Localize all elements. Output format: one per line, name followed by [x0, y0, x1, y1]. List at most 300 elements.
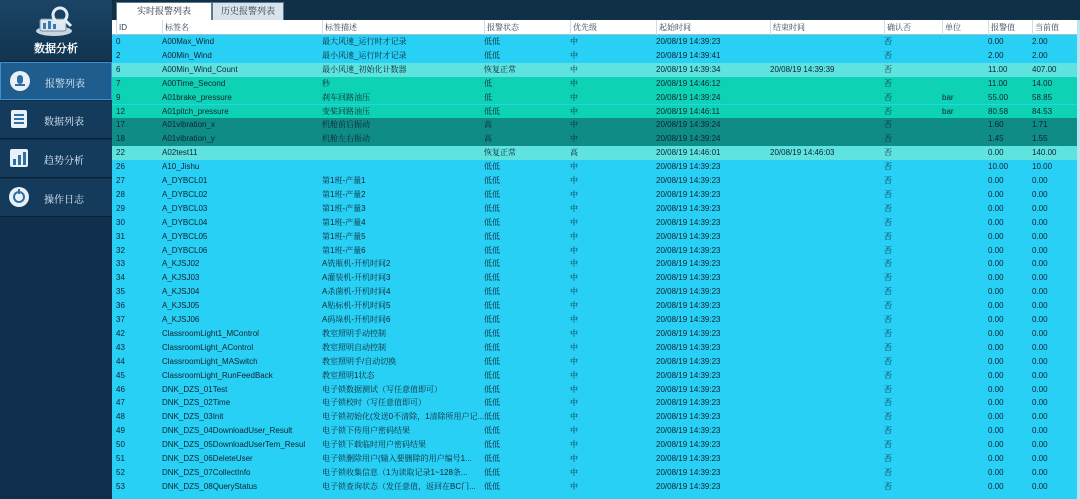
table-row[interactable] — [112, 49, 1080, 63]
table-cell — [942, 118, 988, 132]
table-cell — [770, 313, 884, 327]
table-cell: 高 — [570, 148, 578, 158]
table-cell: 26 — [116, 162, 125, 172]
table-cell: 否 — [884, 370, 892, 380]
table-cell: A00Min_Wind_Count — [162, 64, 238, 74]
table-cell: A01brake_pressure — [162, 92, 232, 102]
table-cell: 12 — [116, 106, 125, 116]
table-cell — [770, 230, 884, 244]
table-row[interactable] — [112, 132, 1080, 146]
table-cell — [770, 174, 884, 188]
table-cell: 10.00 — [988, 162, 1009, 172]
table-row[interactable] — [112, 396, 1080, 410]
table-cell: 1.71 — [1032, 120, 1048, 130]
table-cell: A00Min_Wind — [162, 50, 212, 60]
table-cell: 中 — [570, 217, 578, 227]
table-cell: 第1班-产量3 — [322, 203, 366, 213]
table-row[interactable] — [112, 438, 1080, 452]
table-cell: 20/08/19 14:39:23 — [656, 245, 721, 255]
table-row[interactable] — [112, 174, 1080, 188]
table-cell: 否 — [884, 328, 892, 338]
table-cell — [942, 480, 988, 494]
table-cell: 20/08/19 14:46:03 — [770, 148, 835, 158]
table-cell: 48 — [116, 412, 125, 422]
table-cell: A_KJSJ06 — [162, 315, 200, 324]
table-cell: 51 — [116, 454, 125, 463]
table-cell — [942, 355, 988, 369]
table-cell — [770, 396, 884, 410]
table-cell: 0.00 — [988, 398, 1004, 408]
table-cell: ClassroomLight_AControl — [162, 342, 254, 352]
table-cell — [942, 257, 988, 271]
table-cell: 0.00 — [988, 481, 1004, 491]
table-row[interactable] — [112, 216, 1080, 230]
table-cell — [770, 105, 884, 119]
table-row[interactable] — [112, 369, 1080, 383]
table-cell: DNK_DZS_07CollectInfo — [162, 467, 251, 477]
table-cell: 20/08/19 14:39:23 — [656, 426, 721, 436]
table-cell: 0.00 — [988, 273, 1004, 283]
table-cell: 中 — [570, 78, 578, 88]
table-row[interactable] — [112, 91, 1080, 105]
table-cell: 否 — [884, 106, 892, 116]
table-cell: 中 — [570, 273, 578, 283]
table-cell: 电子锁查询状态（发任意值，返回在BC门... — [322, 481, 476, 491]
table-cell: 32 — [116, 245, 125, 255]
table-cell: 0.00 — [988, 148, 1004, 158]
table-cell: 28 — [116, 189, 125, 199]
table-cell: 11.00 — [988, 64, 1008, 74]
table-cell: 低低 — [484, 426, 500, 436]
table-cell: 1.55 — [1032, 134, 1048, 144]
table-cell: bar — [942, 92, 954, 102]
table-cell: A01vibration_x — [162, 120, 215, 130]
table-cell — [770, 369, 884, 383]
table-cell: 11.00 — [988, 78, 1008, 88]
table-cell — [770, 91, 884, 105]
table-cell — [942, 341, 988, 355]
table-cell: 46 — [116, 384, 125, 394]
table-cell: 否 — [884, 78, 892, 88]
table-cell: 中 — [570, 106, 578, 116]
table-cell: 20/08/19 14:39:23 — [656, 356, 721, 366]
table-cell: 58.85 — [1032, 92, 1053, 102]
app-title: 数据分析 — [34, 43, 78, 55]
table-cell: 最小风速_运行时才记录 — [322, 50, 407, 60]
sidebar-item-label: 趋势分析 — [44, 156, 84, 167]
table-cell: 35 — [116, 287, 125, 297]
table-cell: 20/08/19 14:39:23 — [656, 384, 721, 394]
table-cell: 20/08/19 14:39:23 — [656, 440, 721, 450]
table-cell: 0.00 — [988, 467, 1004, 477]
table-row[interactable] — [112, 410, 1080, 424]
table-row[interactable] — [112, 355, 1080, 369]
table-cell: 中 — [570, 120, 578, 130]
table-cell: 否 — [884, 120, 892, 130]
table-cell: 否 — [884, 162, 892, 172]
tab-realtime-alarm-list[interactable]: 实时报警列表 — [116, 2, 212, 20]
table-cell — [322, 146, 484, 160]
table-cell: 教室照明自动控制 — [322, 342, 386, 352]
table-cell: 47 — [116, 398, 125, 408]
table-cell: A杀菌机-开机时间4 — [322, 287, 391, 297]
table-row[interactable] — [112, 160, 1080, 174]
table-cell: 低低 — [484, 315, 500, 324]
table-cell: 34 — [116, 273, 125, 283]
table-cell: 20/08/19 14:39:23 — [656, 467, 721, 477]
table-cell — [942, 132, 988, 146]
table-cell: ClassroomLight1_MControl — [162, 328, 259, 338]
column-header-alarm-status[interactable]: 报警状态 — [484, 20, 570, 35]
table-row[interactable] — [112, 230, 1080, 244]
table-cell: 20/08/19 14:39:23 — [656, 398, 721, 408]
table-cell: 教室照明手/自动切换 — [322, 356, 397, 366]
table-cell: 0.00 — [1032, 356, 1048, 366]
table-cell: 第1班-产量6 — [322, 245, 366, 255]
table-cell — [770, 160, 884, 174]
table-cell: 20/08/19 14:39:23 — [656, 37, 721, 46]
table-cell — [770, 118, 884, 132]
table-cell — [942, 49, 988, 63]
table-cell: A_KJSJ02 — [162, 259, 200, 269]
table-cell — [942, 77, 988, 91]
table-cell: 20/08/19 14:46:11 — [656, 106, 720, 116]
table-cell: A贴标机-开机时间5 — [322, 301, 391, 311]
table-cell: A00Time_Second — [162, 78, 226, 88]
table-cell: A码垛机-开机时间6 — [322, 315, 391, 324]
table-cell: 低低 — [484, 440, 500, 450]
table-cell — [942, 438, 988, 452]
table-cell — [942, 160, 988, 174]
table-cell — [942, 327, 988, 341]
table-cell — [942, 188, 988, 202]
table-row[interactable] — [112, 452, 1080, 466]
table-cell: A_DYBCL02 — [162, 189, 208, 199]
table-cell: DNK_DZS_02Time — [162, 398, 231, 408]
table-cell: 80.58 — [988, 106, 1009, 116]
table-cell: A_KJSJ04 — [162, 287, 200, 297]
table-cell: 否 — [884, 454, 892, 463]
table-cell: 中 — [570, 356, 578, 366]
table-cell: 2 — [116, 50, 121, 60]
table-cell: 0.00 — [988, 356, 1004, 366]
table-cell: 42 — [116, 328, 125, 338]
table-cell: 45 — [116, 370, 125, 380]
table-cell: 否 — [884, 315, 892, 324]
table-cell: 电子锁删除用户(输入要删除的用户编号1... — [322, 454, 472, 463]
table-cell: 0 — [116, 37, 121, 46]
table-cell: 中 — [570, 412, 578, 422]
table-cell: 20/08/19 14:39:24 — [656, 134, 721, 144]
table-cell: 最大风速_运行时才记录 — [322, 37, 407, 46]
table-cell: 否 — [884, 426, 892, 436]
table-cell: 20/08/19 14:39:23 — [656, 287, 721, 297]
table-cell: 20/08/19 14:39:23 — [656, 231, 721, 241]
table-cell: 20/08/19 14:39:41 — [656, 50, 721, 60]
table-cell: 机舱左右振动 — [322, 134, 370, 144]
table-cell — [770, 438, 884, 452]
column-header-unit[interactable]: 单位 — [942, 20, 988, 35]
table-cell: 20/08/19 14:39:23 — [656, 328, 721, 338]
table-cell: 否 — [884, 134, 892, 144]
table-row[interactable] — [112, 313, 1080, 327]
table-row[interactable] — [112, 299, 1080, 313]
table-cell: 否 — [884, 440, 892, 450]
table-cell: 低低 — [484, 287, 500, 297]
table-cell: 0.00 — [988, 259, 1004, 269]
table-cell: 否 — [884, 245, 892, 255]
table-cell: 低低 — [484, 176, 500, 185]
table-cell: 中 — [570, 92, 578, 102]
table-cell — [942, 313, 988, 327]
table-cell: 否 — [884, 64, 892, 74]
table-cell: A_KJSJ05 — [162, 301, 200, 311]
table-cell: 低低 — [484, 398, 500, 408]
table-cell: 第1班-产量4 — [322, 217, 366, 227]
table-cell — [770, 77, 884, 91]
table-cell: A_KJSJ03 — [162, 273, 200, 283]
table-cell: 电子锁校时（写任意值即可） — [322, 398, 426, 408]
table-row[interactable] — [112, 35, 1080, 49]
table-cell: 否 — [884, 481, 892, 491]
table-cell: A01vibration_y — [162, 134, 215, 144]
table-cell: A_DYBCL04 — [162, 217, 208, 227]
column-header-alarm-value[interactable]: 报警值 — [988, 20, 1032, 35]
table-cell: 恢复正常 — [484, 64, 516, 74]
table-row[interactable] — [112, 271, 1080, 285]
table-cell: 最小风速_初始化计数器 — [322, 64, 407, 74]
column-header-id[interactable]: ID — [116, 20, 160, 35]
table-row[interactable] — [112, 244, 1080, 258]
table-cell: 7 — [116, 78, 121, 88]
table-cell — [942, 369, 988, 383]
table-cell: 中 — [570, 398, 578, 408]
table-cell: 低低 — [484, 412, 500, 422]
table-cell: 教室照明手动控制 — [322, 328, 386, 338]
table-cell: 电子锁下载临时用户密码结果 — [322, 440, 426, 450]
table-cell — [770, 341, 884, 355]
column-header-tag-name[interactable]: 标签名 — [162, 20, 322, 35]
table-cell: 中 — [570, 342, 578, 352]
table-cell: 20/08/19 14:39:23 — [656, 259, 721, 269]
tab-bar — [112, 0, 1080, 20]
table-cell: 中 — [570, 64, 578, 74]
table-row[interactable] — [112, 63, 1080, 77]
table-cell — [770, 452, 884, 466]
table-cell: 407.00 — [1032, 64, 1057, 74]
sidebar-item-data-list[interactable] — [0, 101, 112, 139]
table-cell: 20/08/19 14:46:01 — [656, 148, 721, 158]
table-cell — [942, 244, 988, 258]
table-cell — [770, 271, 884, 285]
column-header-start-time[interactable]: 起始时间 — [656, 20, 770, 35]
table-cell — [770, 327, 884, 341]
table-cell: 27 — [116, 176, 125, 185]
table-row[interactable] — [112, 341, 1080, 355]
table-cell: 第1班-产量2 — [322, 189, 366, 199]
table-cell: A10_Jishu — [162, 162, 200, 172]
table-cell: 84.53 — [1032, 106, 1053, 116]
sidebar-item-alarm-list[interactable] — [0, 62, 112, 100]
operation-log-icon — [8, 186, 30, 208]
app-logo — [0, 0, 112, 62]
table-cell: 中 — [570, 315, 578, 324]
table-cell — [942, 424, 988, 438]
table-row[interactable] — [112, 77, 1080, 91]
table-cell: 20/08/19 14:39:24 — [656, 120, 721, 130]
table-row[interactable] — [112, 202, 1080, 216]
table-row[interactable] — [112, 285, 1080, 299]
table-row[interactable] — [112, 188, 1080, 202]
table-cell: DNK_DZS_04DownloadUser_Result — [162, 426, 293, 436]
table-cell: 20/08/19 14:39:23 — [656, 162, 721, 172]
table-cell: DNK_DZS_08QueryStatus — [162, 481, 258, 491]
table-cell — [942, 230, 988, 244]
table-cell: 22 — [116, 148, 125, 158]
table-cell: 否 — [884, 37, 892, 46]
table-cell: 中 — [570, 384, 578, 394]
table-cell: 高 — [484, 120, 492, 130]
table-cell: 否 — [884, 384, 892, 394]
table-cell: 0.00 — [1032, 301, 1048, 311]
table-row[interactable] — [112, 383, 1080, 397]
table-cell: 低 — [484, 92, 492, 102]
table-cell: 20/08/19 14:39:39 — [770, 64, 835, 74]
table-cell: 否 — [884, 189, 892, 199]
tab-history-alarm-list[interactable]: 历史报警列表 — [212, 2, 284, 20]
table-cell: 0.00 — [1032, 398, 1048, 408]
table-cell: 否 — [884, 176, 892, 185]
table-cell: 20/08/19 14:39:23 — [656, 342, 721, 352]
table-cell: 20/08/19 14:39:23 — [656, 273, 721, 283]
column-header-priority[interactable]: 优先级 — [570, 20, 656, 35]
table-cell: 否 — [884, 412, 892, 422]
table-cell: 2.00 — [1032, 37, 1048, 46]
table-cell: 中 — [570, 134, 578, 144]
table-cell: 机舱前后振动 — [322, 120, 370, 130]
table-cell: 低低 — [484, 328, 500, 338]
table-cell: 36 — [116, 301, 125, 311]
table-cell: 9 — [116, 92, 121, 102]
table-cell — [942, 299, 988, 313]
table-cell: 0.00 — [1032, 342, 1048, 352]
table-cell — [770, 383, 884, 397]
table-cell: 31 — [116, 231, 125, 241]
sidebar-item-operation-log[interactable] — [0, 179, 112, 217]
table-cell — [770, 244, 884, 258]
table-cell — [942, 63, 988, 77]
table-cell: 55.00 — [988, 92, 1009, 102]
sidebar-item-label: 报警列表 — [45, 79, 85, 90]
table-cell — [942, 202, 988, 216]
table-cell: DNK_DZS_06DeleteUser — [162, 454, 253, 463]
table-cell: 否 — [884, 92, 892, 102]
table-cell: 中 — [570, 245, 578, 255]
table-cell: 低低 — [484, 301, 500, 311]
table-cell — [942, 383, 988, 397]
table-cell: 20/08/19 14:39:23 — [656, 176, 721, 185]
table-cell: DNK_DZS_01Test — [162, 384, 228, 394]
table-cell: 20/08/19 14:39:23 — [656, 217, 721, 227]
table-cell: 0.00 — [988, 37, 1004, 46]
table-cell: 0.00 — [988, 315, 1004, 324]
table-cell: 低低 — [484, 481, 500, 491]
sidebar-item-label: 操作日志 — [44, 195, 84, 206]
table-row[interactable] — [112, 118, 1080, 132]
table-cell: 低低 — [484, 37, 500, 46]
sidebar-item-label: 数据列表 — [44, 117, 84, 128]
table-cell: 否 — [884, 356, 892, 366]
table-cell: 电子锁数据测试（写任意值即可） — [322, 384, 442, 394]
table-row[interactable] — [112, 257, 1080, 271]
table-cell: 0.00 — [1032, 440, 1048, 450]
table-cell: 17 — [116, 120, 125, 130]
table-cell — [770, 35, 884, 49]
table-cell: 140.00 — [1032, 148, 1057, 158]
table-cell — [942, 35, 988, 49]
table-cell: 低低 — [484, 162, 500, 172]
table-cell: 29 — [116, 203, 125, 213]
table-row[interactable] — [112, 424, 1080, 438]
column-header-tag-description[interactable]: 标签描述 — [322, 20, 484, 35]
column-header-acknowledged[interactable]: 确认否 — [884, 20, 942, 35]
table-cell: 否 — [884, 273, 892, 283]
table-cell: 低低 — [484, 342, 500, 352]
table-row[interactable] — [112, 327, 1080, 341]
table-cell: 10.00 — [1032, 162, 1053, 172]
column-header-end-time[interactable]: 结束时间 — [770, 20, 884, 35]
table-cell: A_DYBCL03 — [162, 203, 208, 213]
table-cell: 0.00 — [988, 370, 1004, 380]
table-cell: 中 — [570, 287, 578, 297]
table-cell: 37 — [116, 315, 125, 324]
table-cell: 0.00 — [988, 231, 1004, 241]
table-row[interactable] — [112, 146, 1080, 160]
table-cell: 20/08/19 14:39:23 — [656, 203, 721, 213]
table-cell: 低低 — [484, 384, 500, 394]
table-cell: 1.45 — [988, 134, 1004, 144]
sidebar-item-trend-analysis[interactable] — [0, 140, 112, 178]
table-cell: 0.00 — [1032, 203, 1048, 213]
table-row[interactable] — [112, 105, 1080, 119]
table-row[interactable] — [112, 480, 1080, 494]
table-cell — [770, 188, 884, 202]
table-cell: 20/08/19 14:39:23 — [656, 370, 721, 380]
table-cell: 20/08/19 14:39:23 — [656, 315, 721, 324]
table-cell: 20/08/19 14:39:23 — [656, 412, 721, 422]
table-cell: 43 — [116, 342, 125, 352]
table-cell — [770, 480, 884, 494]
table-cell: 0.00 — [988, 440, 1004, 450]
table-cell: A01pitch_pressure — [162, 106, 229, 116]
table-cell: 低 — [484, 78, 492, 88]
column-header-current-value[interactable]: 当前值 — [1032, 20, 1078, 35]
table-cell — [942, 452, 988, 466]
table-cell: 0.00 — [1032, 176, 1048, 185]
table-cell: 49 — [116, 426, 125, 436]
table-row[interactable] — [112, 466, 1080, 480]
table-cell: 0.00 — [1032, 467, 1048, 477]
alarm-list-icon — [9, 70, 31, 92]
table-cell: 低低 — [484, 106, 500, 116]
table-cell: 中 — [570, 454, 578, 463]
table-cell: 0.00 — [1032, 245, 1048, 255]
table-cell — [770, 299, 884, 313]
table-cell: 否 — [884, 217, 892, 227]
table-cell: 18 — [116, 134, 125, 144]
alarm-table — [112, 20, 1080, 499]
table-cell — [770, 49, 884, 63]
